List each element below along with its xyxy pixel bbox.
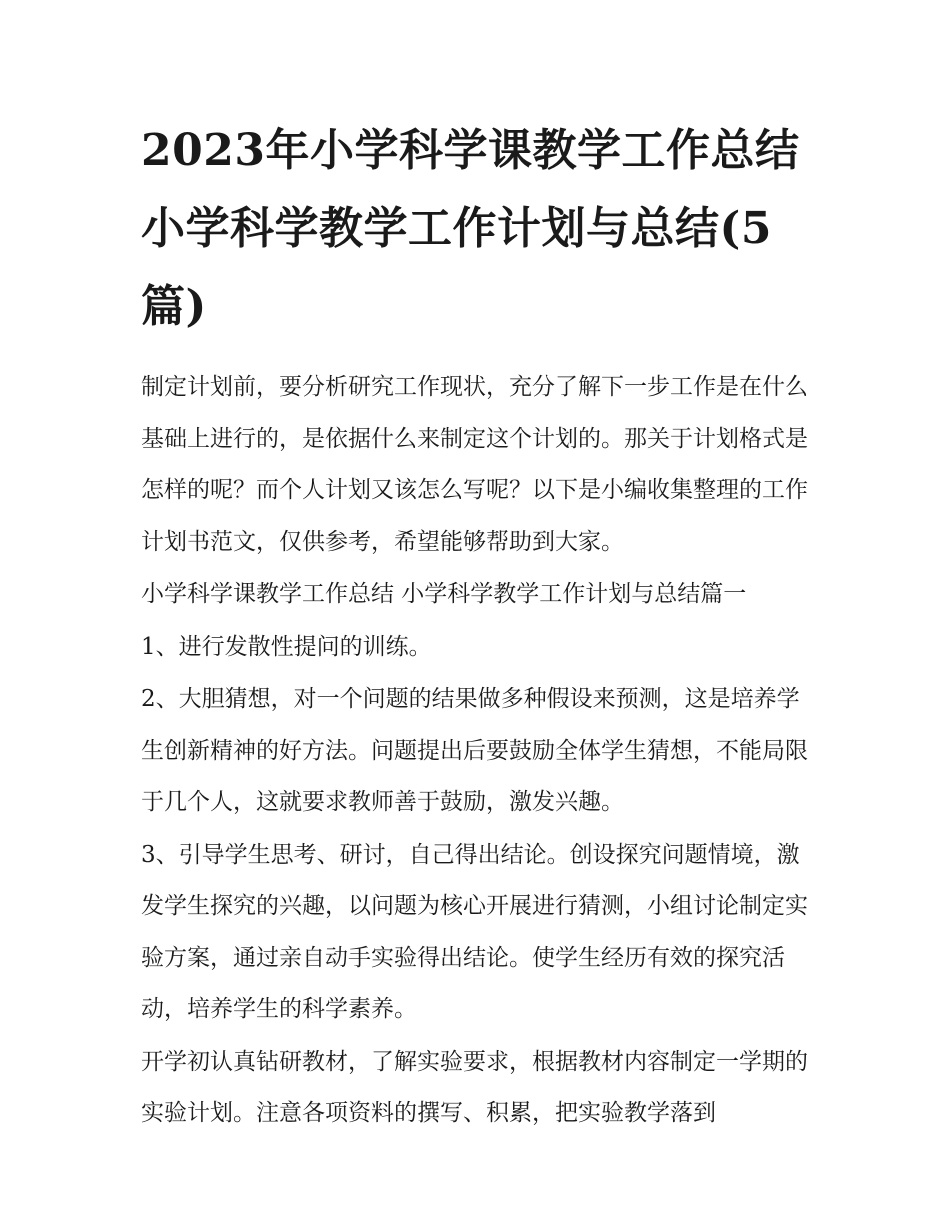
paragraph-section-heading: 小学科学课教学工作总结 小学科学教学工作计划与总结篇一 [141, 581, 747, 607]
paragraph-item-3: 3、引导学生思考、研讨，自己得出结论。创设探究问题情境，激发学生探究的兴趣，以问题为核心开展进行猜测，小组讨论制定实验方案，通过亲自动手实验得出结论。使学生经历有效的探究活动，培养学生的科学素养。 [141, 841, 808, 1022]
paragraph-item-2: 2、大胆猜想，对一个问题的结果做多种假设来预测，这是培养学生创新精神的好方法。问题提出后要鼓励全体学生猜想，不能局限于几个人，这就要求教师善于鼓励，激发兴趣。 [141, 686, 808, 815]
paragraph-item-1: 1、进行发散性提问的训练。 [141, 633, 432, 660]
document-title: 2023年小学科学课教学工作总结 小学科学教学工作计划与总结(5篇) [141, 125, 800, 332]
paragraph-semester-plan: 开学初认真钻研教材，了解实验要求，根据教材内容制定一学期的实验计划。注意各项资料的撰写、积累，把实验教学落到 [141, 1048, 808, 1126]
paragraph-intro: 制定计划前，要分析研究工作现状，充分了解下一步工作是在什么基础上进行的，是依据什么来制定这个计划的。那关于计划格式是怎样的呢？而个人计划又该怎么写呢？以下是小编收集整理的工作计划书范文，仅供参考，希望能够帮助到大家。 [141, 374, 808, 555]
